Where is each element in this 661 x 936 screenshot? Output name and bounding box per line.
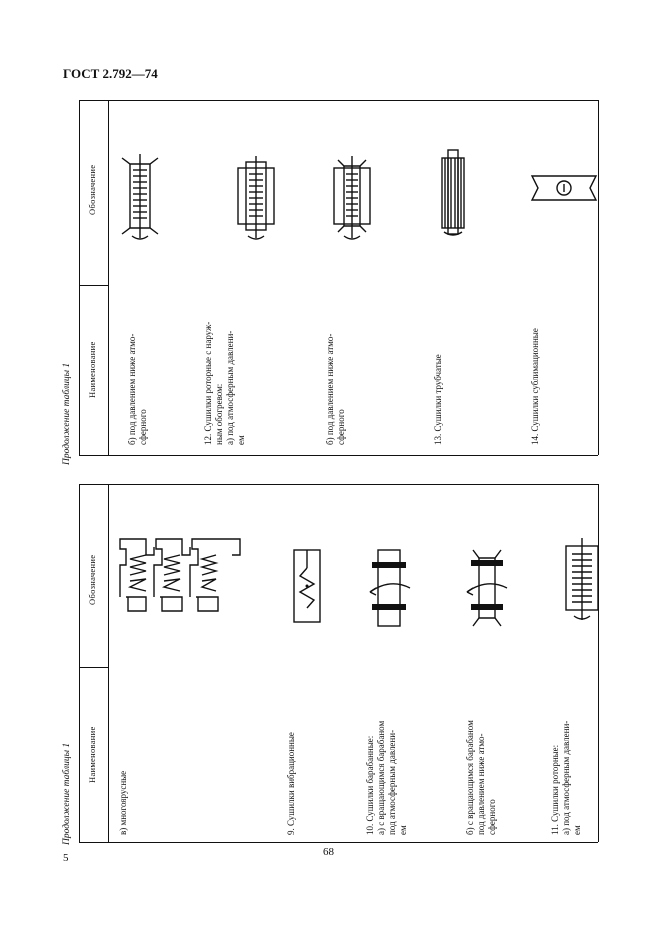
- rotary-external-heat-vacuum-icon: [330, 154, 374, 242]
- right-col-symbol-header: Обозначение: [87, 164, 97, 216]
- left-row-3-name: 10. Сушилки барабанные: а) с вращающимся барабаном под атмосферным давлени- ем: [365, 720, 408, 835]
- rotary-dryer-vacuum-icon: [118, 150, 162, 244]
- right-col-name-header: Наименование: [87, 341, 97, 399]
- right-row-5-name: 14. Сушилки сублимационные: [530, 328, 540, 445]
- right-row-1-name: б) под давлением ниже атмо- сферного: [127, 333, 148, 445]
- left-table-caption: Продолжение таблицы 1: [62, 742, 72, 845]
- rotary-external-heat-atm-icon: [234, 154, 278, 242]
- left-row-4-name: б) с вращающимся барабаном под давлением ниже атмо- сферного: [465, 720, 497, 835]
- drum-dryer-vacuum-icon: [463, 548, 511, 628]
- left-col-name-header: Наименование: [87, 726, 97, 784]
- tubular-dryer-icon: [436, 148, 470, 238]
- rotary-dryer-atm-icon: [560, 536, 604, 626]
- right-row-3-name: б) под давлением ниже атмо- сферного: [325, 333, 346, 445]
- left-row-2-name: 9. Сушилки вибрационные: [286, 732, 296, 835]
- standard-title: ГОСТ 2.792—74: [63, 66, 158, 81]
- page-number-center: 68: [323, 846, 334, 858]
- left-row-5-name: 11. Сушилки роторные: а) под атмосферным давлени- ем: [550, 720, 582, 835]
- right-table-caption: Продолжение таблицы 1: [62, 362, 72, 465]
- multi-tier-dryer-icon: [116, 535, 246, 615]
- drum-dryer-atm-icon: [366, 548, 414, 628]
- left-row-1-name: в) многоярусные: [118, 770, 128, 835]
- right-row-2-name: 12. Сушилки роторные с наруж- ным обогревом: а) под атмосферным давлени- ем: [203, 321, 246, 445]
- vibration-dryer-icon: [290, 546, 326, 626]
- right-row-4-name: 13. Сушилки трубчатые: [433, 354, 443, 445]
- page-number-left: 5: [63, 852, 69, 864]
- sublimation-dryer-icon: [530, 174, 600, 204]
- left-col-symbol-header: Обозначение: [87, 554, 97, 606]
